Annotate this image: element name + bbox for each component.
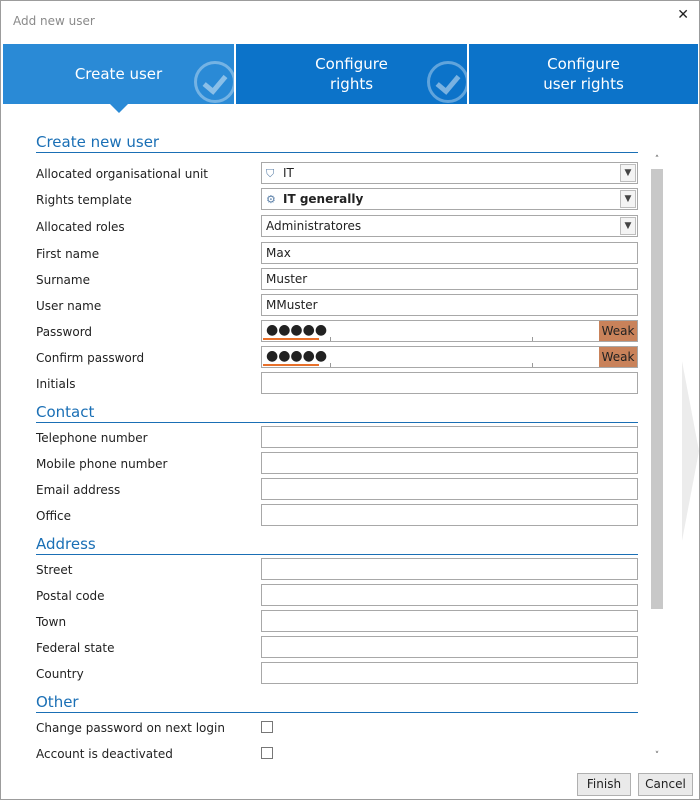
- label-initials: Initials: [36, 377, 76, 391]
- label-office: Office: [36, 509, 72, 523]
- step-label: Configure user rights: [543, 55, 624, 93]
- form-scrollbar[interactable]: [650, 153, 664, 763]
- label-telephone: Telephone number: [36, 431, 148, 445]
- rights-template-select[interactable]: [261, 188, 638, 210]
- wizard-steps: [3, 44, 698, 104]
- street-input[interactable]: [261, 558, 638, 580]
- label-change-password: Change password on next login: [36, 721, 225, 735]
- password-input[interactable]: [261, 320, 638, 342]
- town-input[interactable]: [261, 610, 638, 632]
- org-unit-select[interactable]: [261, 162, 638, 184]
- next-page-arrow-icon[interactable]: [682, 361, 699, 541]
- confirm-password-value: ●●●●●: [266, 348, 328, 364]
- label-mobile: Mobile phone number: [36, 457, 168, 471]
- label-user-name: User name: [36, 299, 102, 313]
- label-confirm-password: Confirm password: [36, 351, 145, 365]
- mobile-input[interactable]: [261, 452, 638, 474]
- label-postal-code: Postal code: [36, 589, 105, 603]
- strength-tick: [330, 363, 331, 367]
- label-roles: Allocated roles: [36, 220, 125, 234]
- label-account-deactivated: Account is deactivated: [36, 747, 173, 761]
- password-value: ●●●●●: [266, 322, 328, 338]
- first-name-input[interactable]: [261, 242, 638, 264]
- roles-select[interactable]: [261, 215, 638, 237]
- chevron-down-icon[interactable]: ▼: [620, 217, 636, 235]
- cancel-button[interactable]: Cancel: [638, 773, 693, 796]
- initials-input[interactable]: [261, 372, 638, 394]
- active-step-pointer: [110, 104, 128, 113]
- password-strength-bar: [263, 338, 319, 340]
- check-circle-icon: [194, 61, 234, 103]
- surname-value: Muster: [266, 272, 308, 286]
- user-name-input[interactable]: [261, 294, 638, 316]
- rights-template-value: IT generally: [283, 192, 364, 206]
- confirm-password-strength-bar: [263, 364, 319, 366]
- strength-tick: [330, 337, 331, 341]
- label-federal-state: Federal state: [36, 641, 115, 655]
- chevron-down-icon[interactable]: ▼: [620, 190, 636, 208]
- title-bar: [1, 1, 699, 43]
- label-street: Street: [36, 563, 73, 577]
- step-label: Create user: [74, 65, 163, 83]
- rights-template-icon: ⚙: [266, 193, 276, 206]
- label-surname: Surname: [36, 273, 90, 287]
- org-unit-value: IT: [283, 166, 294, 180]
- scroll-up-icon[interactable]: ˄: [654, 155, 660, 165]
- first-name-value: Max: [266, 246, 291, 260]
- surname-input[interactable]: [261, 268, 638, 290]
- label-org-unit: Allocated organisational unit: [36, 167, 209, 181]
- strength-tick: [532, 337, 533, 341]
- section-contact: Contact: [36, 403, 638, 423]
- label-town: Town: [36, 615, 67, 629]
- label-password: Password: [36, 325, 93, 339]
- label-country: Country: [36, 667, 84, 681]
- confirm-password-strength-badge: Weak: [599, 347, 637, 367]
- step-configure-rights[interactable]: [236, 44, 467, 104]
- scroll-down-icon[interactable]: ˅: [654, 751, 660, 761]
- finish-button[interactable]: Finish: [577, 773, 631, 796]
- scrollbar-thumb[interactable]: [651, 169, 663, 609]
- step-create-user[interactable]: [3, 44, 234, 104]
- label-rights-template: Rights template: [36, 193, 132, 207]
- country-input[interactable]: [261, 662, 638, 684]
- federal-state-input[interactable]: [261, 636, 638, 658]
- roles-value: Administratores: [266, 219, 362, 233]
- chevron-down-icon[interactable]: ▼: [620, 164, 636, 182]
- telephone-input[interactable]: [261, 426, 638, 448]
- label-email: Email address: [36, 483, 121, 497]
- user-name-value: MMuster: [266, 298, 318, 312]
- postal-code-input[interactable]: [261, 584, 638, 606]
- section-address: Address: [36, 535, 638, 555]
- close-icon[interactable]: ✕: [677, 7, 689, 23]
- step-label: Configure rights: [315, 55, 388, 93]
- section-create-new-user: Create new user: [36, 133, 638, 153]
- email-input[interactable]: [261, 478, 638, 500]
- dialog-title: Add new user: [13, 14, 95, 28]
- office-input[interactable]: [261, 504, 638, 526]
- account-deactivated-checkbox[interactable]: [261, 747, 273, 759]
- section-other: Other: [36, 693, 638, 713]
- password-strength-badge: Weak: [599, 321, 637, 341]
- org-unit-icon: ⛉: [266, 167, 275, 180]
- confirm-password-input[interactable]: [261, 346, 638, 368]
- label-first-name: First name: [36, 247, 100, 261]
- check-circle-icon: [427, 61, 467, 103]
- strength-tick: [532, 363, 533, 367]
- step-configure-user-rights[interactable]: [469, 44, 698, 104]
- change-password-checkbox[interactable]: [261, 721, 273, 733]
